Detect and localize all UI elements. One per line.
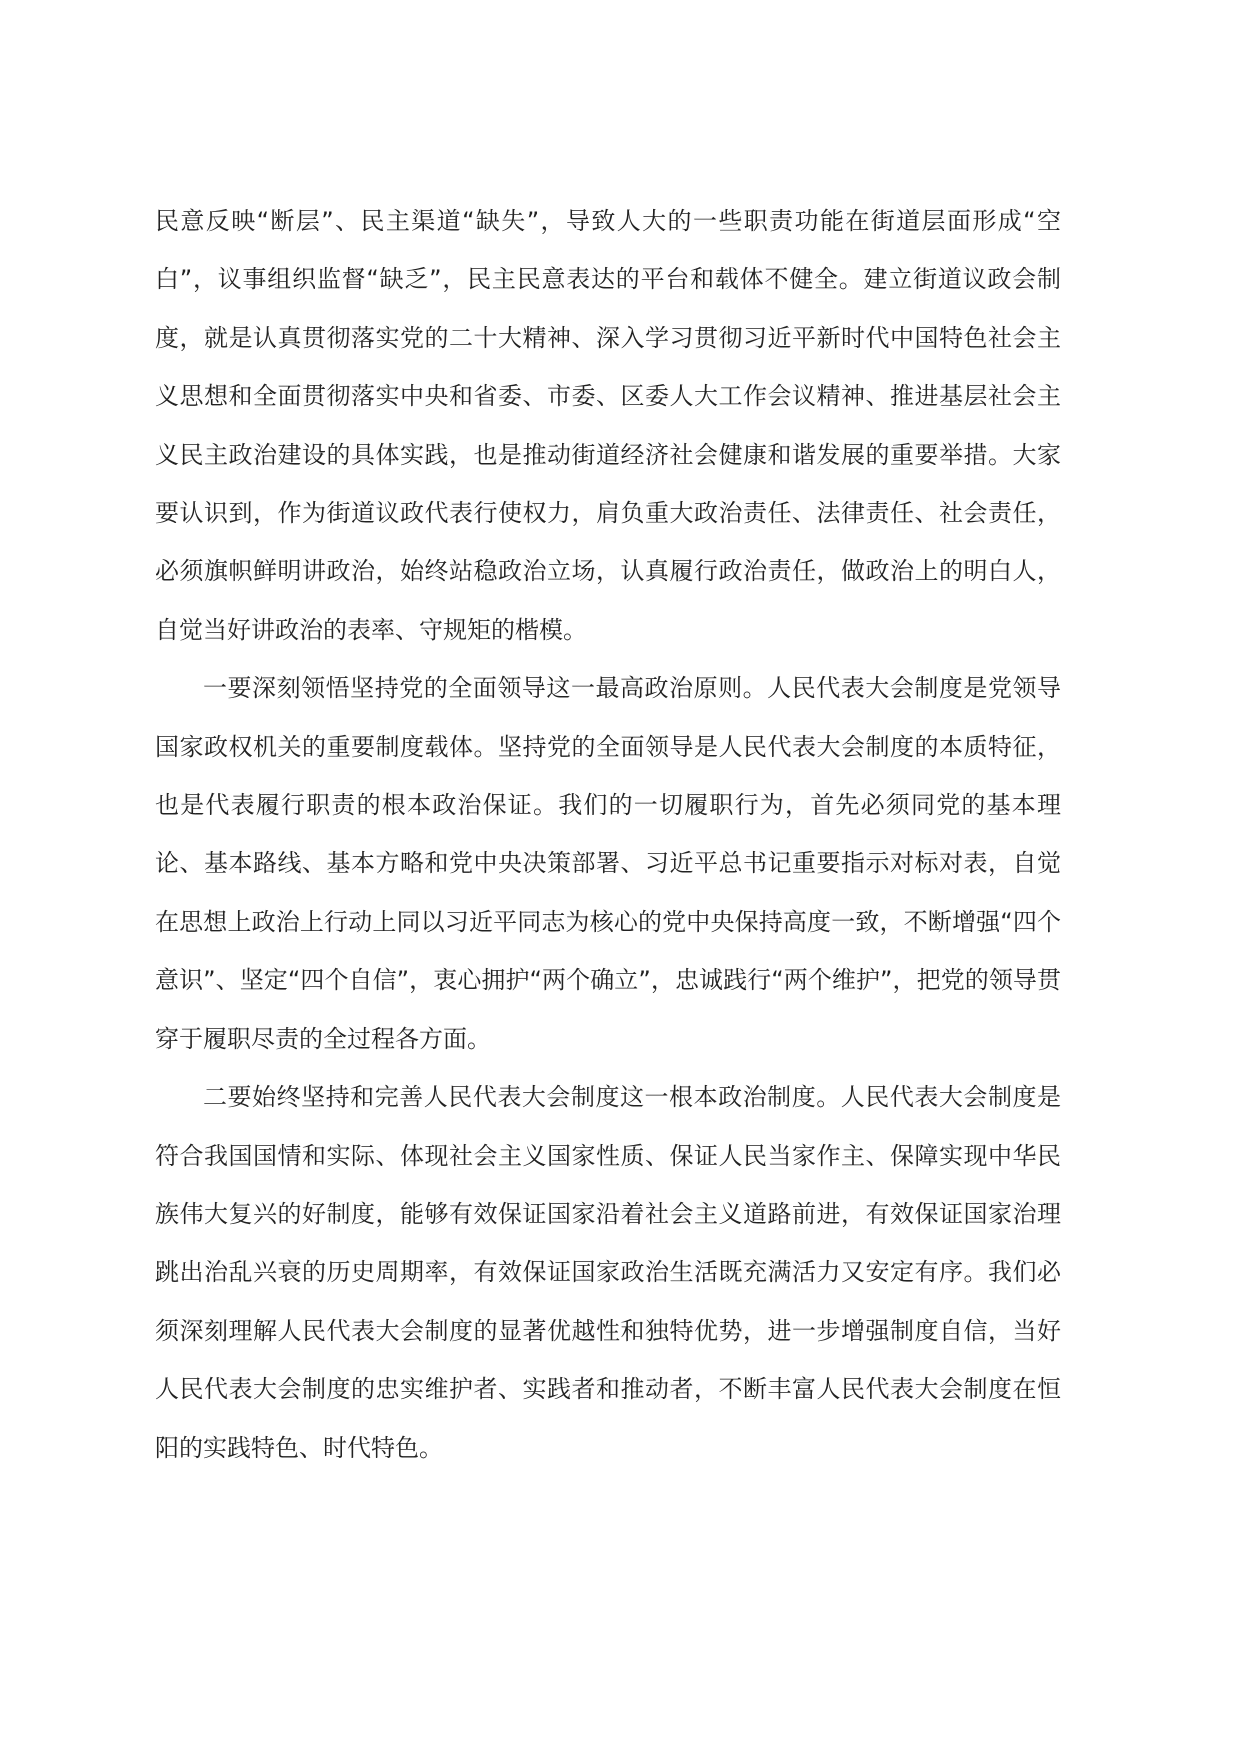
paragraph-2: 一要深刻领悟坚持党的全面领导这一最高政治原则。人民代表大会制度是党领导国家政权机关的重要制度载体。坚持党的全面领导是人民代表大会制度的本质特征，也是代表履行职责的根本政治保证。我们的一切履职行为，首先必须同党的基本理论、基本路线、基本方略和党中央决策部署、习近平总书记重要指示对标对表，自觉在思想上政治上行动上同以习近平同志为核心的党中央保持高度一致，不断增强“四个意识”、坚定“四个自信”，衷心拥护“两个确立”，忠诚践行“两个维护”，把党的领导贯穿于履职尽责的全过程各方面。: [155, 674, 1061, 1053]
paragraph-3: 二要始终坚持和完善人民代表大会制度这一根本政治制度。人民代表大会制度是符合我国国情和实际、体现社会主义国家性质、保证人民当家作主、保障实现中华民族伟大复兴的好制度，能够有效保证国家沿着社会主义道路前进，有效保证国家治理跳出治乱兴衰的历史周期率，有效保证国家政治生活既充满活力又安定有序。我们必须深刻理解人民代表大会制度的显著优越性和独特优势，进一步增强制度自信，当好人民代表大会制度的忠实维护者、实践者和推动者，不断丰富人民代表大会制度在恒阳的实践特色、时代特色。: [155, 1083, 1061, 1462]
paragraph-1: 民意反映“断层”、民主渠道“缺失”，导致人大的一些职责功能在街道层面形成“空白”，议事组织监督“缺乏”，民主民意表达的平台和载体不健全。建立街道议政会制度，就是认真贯彻落实党的二十大精神、深入学习贯彻习近平新时代中国特色社会主义思想和全面贯彻落实中央和省委、市委、区委人大工作会议精神、推进基层社会主义民主政治建设的具体实践，也是推动街道经济社会健康和谐发展的重要举措。大家要认识到，作为街道议政代表行使权力，肩负重大政治责任、法律责任、社会责任，必须旗帜鲜明讲政治，始终站稳政治立场，认真履行政治责任，做政治上的明白人，自觉当好讲政治的表率、守规矩的楷模。: [155, 207, 1061, 644]
document-body: [155, 192, 1061, 1477]
